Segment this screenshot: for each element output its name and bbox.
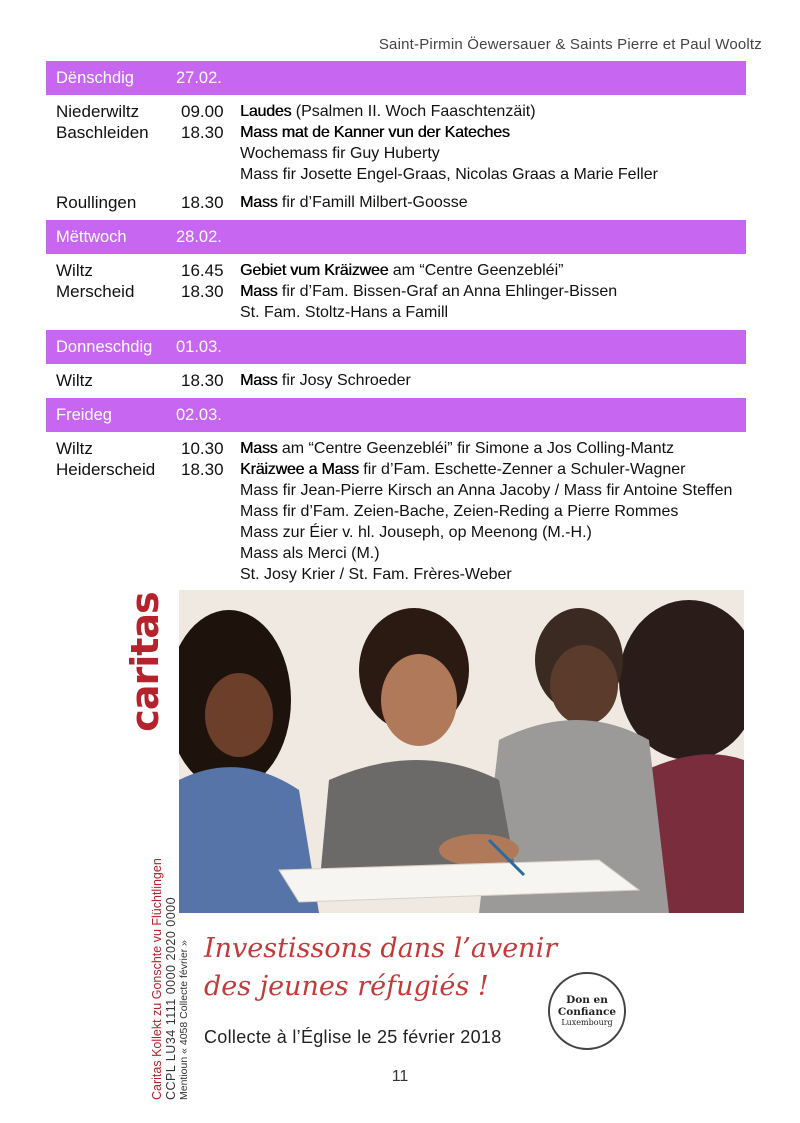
- row-time: 18.30: [181, 460, 224, 479]
- row-place: Roullingen: [56, 193, 137, 212]
- day-date: 28.02.: [176, 227, 222, 246]
- row-service-type: Mass: [240, 194, 278, 211]
- day-header: [46, 330, 746, 364]
- row-description: [240, 501, 746, 522]
- row-description: [240, 101, 746, 122]
- day-name: Mëttwoch: [56, 227, 127, 246]
- row-service-type: Gebiet vum Kräizwee: [240, 262, 389, 279]
- schedule-row: [46, 281, 746, 302]
- row-service-type: Mass: [240, 283, 278, 300]
- day-entries: [46, 95, 746, 220]
- donation-purpose: Caritas Kollekt zu Gonschte vu Flüchtlingen: [150, 858, 164, 1100]
- row-time: 18.30: [181, 193, 224, 212]
- ad-slogan: [204, 930, 557, 1006]
- row-description: [240, 543, 746, 564]
- donation-iban: CCPL LU34 1111 0000 2020 0000: [164, 896, 178, 1100]
- day-entries: [46, 432, 746, 592]
- badge-line-1: Don en: [566, 994, 608, 1006]
- day-header: [46, 220, 746, 254]
- row-place: Wiltz: [56, 261, 93, 280]
- row-intention: Mass fir Jean-Pierre Kirsch an Anna Jacoby / Mass fir Antoine Steffen: [240, 482, 733, 499]
- row-service-type: Mass: [240, 372, 278, 389]
- page-number: 11: [391, 1068, 409, 1085]
- schedule-row: [46, 260, 746, 281]
- students-photo-illustration: [179, 590, 744, 913]
- row-description: [240, 438, 746, 459]
- page-header: Saint-Pirmin Öewersauer & Saints Pierre et Paul Wooltz: [378, 36, 762, 53]
- row-intention: fir d’Fam. Bissen-Graf an Anna Ehlinger-Bissen: [277, 283, 618, 300]
- row-description: [240, 281, 746, 302]
- slogan-line-2: des jeunes réfugiés !: [204, 971, 489, 1002]
- row-intention: Mass zur Éier v. hl. Jouseph, op Meenong (M.-H.): [240, 524, 592, 541]
- slogan-line-1: Investissons dans l’avenir: [204, 933, 558, 964]
- row-place: Merscheid: [56, 282, 135, 301]
- day-entries: [46, 254, 746, 330]
- schedule-row: [46, 480, 746, 501]
- row-place: Wiltz: [56, 371, 93, 390]
- day-header: [46, 61, 746, 95]
- row-place: Baschleiden: [56, 123, 149, 142]
- row-intention: fir d’Fam. Eschette-Zenner a Schuler-Wagner: [358, 461, 686, 478]
- schedule-row: [46, 438, 746, 459]
- donation-reference: Mentioun « 4058 Collecte février »: [178, 940, 190, 1100]
- row-description: [240, 302, 746, 323]
- row-intention: am “Centre Geenzebléi”: [388, 262, 564, 279]
- row-description: [240, 370, 746, 391]
- row-time: 18.30: [181, 123, 224, 142]
- schedule-row: [46, 501, 746, 522]
- row-place: Heiderscheid: [56, 460, 156, 479]
- row-description: [240, 192, 746, 213]
- day-name: Freideg: [56, 405, 112, 424]
- row-description: [240, 564, 746, 585]
- students-photo: [179, 590, 744, 913]
- schedule-row: [46, 564, 746, 585]
- mass-schedule: [46, 61, 746, 592]
- badge-line-2: Confiance: [557, 1006, 617, 1018]
- day-date: 02.03.: [176, 405, 222, 424]
- row-service-type: Laudes: [240, 103, 292, 120]
- schedule-row: [46, 143, 746, 164]
- row-description: [240, 522, 746, 543]
- schedule-row: [46, 101, 746, 122]
- caritas-advert: [100, 590, 750, 1100]
- row-intention: Wochemass fir Guy Huberty: [240, 145, 440, 162]
- schedule-row: [46, 164, 746, 185]
- row-description: [240, 480, 746, 501]
- caritas-logo: [110, 590, 166, 740]
- day-date: 27.02.: [176, 68, 222, 87]
- schedule-row: [46, 522, 746, 543]
- row-intention: St. Josy Krier / St. Fam. Frères-Weber: [240, 566, 512, 583]
- row-time: 18.30: [181, 282, 224, 301]
- row-place: Wiltz: [56, 439, 93, 458]
- day-name: Dënschdig: [56, 68, 134, 87]
- day-header: [46, 398, 746, 432]
- schedule-row: [46, 122, 746, 143]
- schedule-row: [46, 370, 746, 391]
- row-time: 09.00: [181, 102, 224, 121]
- row-intention: Mass als Merci (M.): [240, 545, 380, 562]
- row-description: [240, 260, 746, 281]
- row-description: [240, 459, 746, 480]
- row-intention: fir d’Famill Milbert-Goosse: [277, 194, 468, 211]
- schedule-row: [46, 192, 746, 213]
- day-name: Donneschdig: [56, 337, 153, 356]
- row-intention: Mass fir d’Fam. Zeien-Bache, Zeien-Reding a Pierre Rommes: [240, 503, 679, 520]
- row-time: 16.45: [181, 261, 224, 280]
- day-date: 01.03.: [176, 337, 222, 356]
- caritas-logo-word: caritas: [123, 592, 167, 732]
- row-service-type: Kräizwee a Mass: [240, 461, 359, 478]
- row-description: [240, 164, 746, 185]
- don-en-confiance-badge: [548, 972, 626, 1050]
- row-time: 10.30: [181, 439, 224, 458]
- row-intention: (Psalmen II. Woch Faaschtenzäit): [291, 103, 536, 120]
- row-intention: St. Fam. Stoltz-Hans a Famill: [240, 304, 449, 321]
- row-time: 18.30: [181, 371, 224, 390]
- row-intention: am “Centre Geenzebléi” fir Simone a Jos Colling-Mantz: [277, 440, 675, 457]
- row-description: [240, 143, 746, 164]
- row-service-type: Mass: [240, 440, 278, 457]
- schedule-row: [46, 459, 746, 480]
- row-intention: Mass fir Josette Engel-Graas, Nicolas Graas a Marie Feller: [240, 166, 658, 183]
- day-entries: [46, 364, 746, 398]
- row-service-type: Mass mat de Kanner vun der Kateches: [240, 124, 510, 141]
- schedule-row: [46, 302, 746, 323]
- badge-line-3: Luxembourg: [561, 1018, 613, 1027]
- row-intention: fir Josy Schroeder: [277, 372, 411, 389]
- schedule-row: [46, 543, 746, 564]
- row-description: [240, 122, 746, 143]
- row-place: Niederwiltz: [56, 102, 140, 121]
- collecte-date: Collecte à l’Église le 25 février 2018: [204, 1027, 502, 1047]
